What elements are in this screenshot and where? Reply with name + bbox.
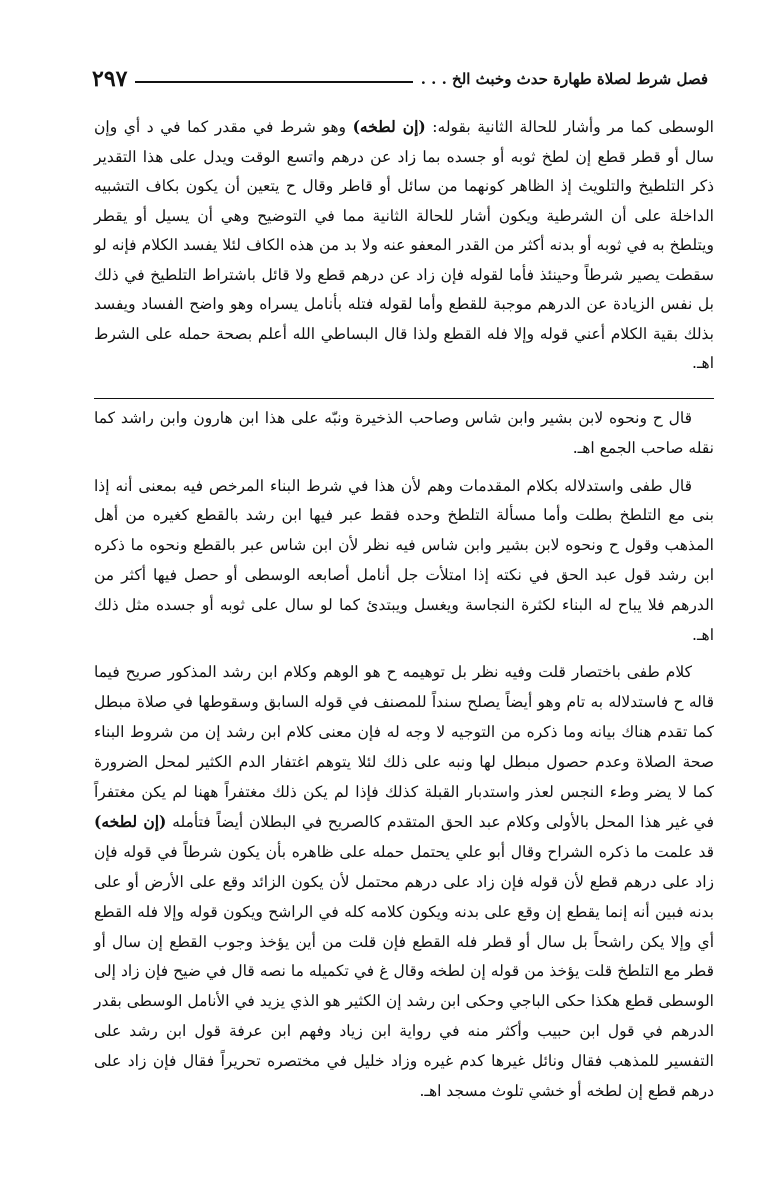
paragraph-text-part: الوسطى كما مر وأشار للحالة الثانية بقوله: bbox=[425, 118, 714, 136]
commentary-paragraph-1: قال ح ونحوه لابن بشير وابن شاس وصاحب الذخيرة ونبّه على هذا ابن هارون وابن راشد كما نقله صاحب الجمع اهـ. bbox=[94, 409, 714, 457]
paragraph-text-part: وهو شرط في مقدر كما في د أي وإن سال أو قطر قطع إن لطخ ثوبه أو جسده بما زاد عن درهم واتسع الوقت ويدل على هذا التقدير ذكر التلطيخ والتلويث إذ الظاهر كونهما من سائل أو قاطر وقال ح يتعين أن يكون بكاف التشبيه الداخلة على أن الشرطية ويكون أشار للحالة الثانية مما في التوضيح وهي أن يسيل أو يقطر ويتلطخ به في ثوبه أو بدنه أكثر من القدر المعفو عنه ولا بد من هذه الكاف لئلا يفسد الكلام فإنه لو سقطت يصير شرطاً وحينئذ فأما لقوله فإن زاد عن درهم قطع ولا قائل باشتراط التلطيخ في ذلك بل نفس الزيادة عن الدرهم موجبة للقطع وأما لقوله فتله بأنامل يسراه وهو واضح الفساد ويفسد بذلك بقية الكلام أعني قوله وإلا فله القطع ولذا قال البساطي الله أعلم بصحة حمله على الشرط اهـ. bbox=[94, 118, 714, 372]
footnote-separator bbox=[94, 398, 714, 399]
header-rule bbox=[135, 81, 412, 83]
page-header bbox=[92, 64, 708, 94]
quoted-matn: (إن لطخه) bbox=[94, 812, 167, 832]
main-paragraph bbox=[94, 112, 714, 379]
main-text bbox=[94, 112, 714, 379]
commentary-section bbox=[94, 404, 714, 1114]
page-number: ٢٩٧ bbox=[92, 66, 128, 92]
commentary-paragraph-2: قال طفى واستدلاله بكلام المقدمات وهم لأن هذا في شرط البناء المرخص فيه بمعنى أنه إذا بنى مع التلطخ بطلت وأما مسألة التلطخ وحده فقط عبر فيها ابن رشد بالقطع كغيره من أهل المذهب وقول ح ونحوه لابن بشير وابن شاس فيه نظر لأن ابن شاس عبر بالقطع ونحوه ما ذكره ابن رشد قول عبد الحق في نكته إذا امتلأت جل أنامل أصابعه الوسطى أو حصل فيها أكثر من الدرهم فلا يباح له البناء لكثرة النجاسة ويغسل ويبتدئ كما لو سال على ثوبه أو جسده مثل ذلك اهـ. bbox=[94, 476, 714, 644]
commentary-text-part: قد علمت ما ذكره الشراح وقال أبو علي يحتمل حمله على ظاهره بأن يكون شرطاً في قوله فإن زاد على درهم قطع لأن قوله فإن زاد على درهم محتمل لأن يكون الزائد وقع على الأرض أو على بدنه فبين أنه إنما يقطع إن وقع على بدنه ويكون كلامه كله في الراشح ويكون قوله وإلا فله القطع أي وإلا يكن راشحاً بل سال أو قطر فله القطع فإن قلت من أين يؤخذ وجوب القطع إن سال أو قطر مع التلطخ قلت يؤخذ من قوله إن لطخه وقال غ في تكميله ما نصه قال في ضيح فإن زاد إلى الوسطى قطع هكذا حكى الباجي وحكى ابن رشد إن الكثير هو الذي يزيد في الأنامل الوسطى بقدر الدرهم في قول ابن حبيب وأكثر منه في رواية ابن زياد وفهم ابن عرفة قول ابن رشد على التفسير للمذهب فقال ونائل غيرها كدم غيره وزاد خليل في مختصره تحريراً فقال فإن زاد على درهم قطع إن لطخه أو خشي تلوث مسجد اهـ. bbox=[94, 843, 714, 1100]
commentary-paragraph-3 bbox=[94, 658, 714, 1106]
chapter-title: فصل شرط لصلاة طهارة حدث وخبث الخ . . . bbox=[420, 70, 708, 88]
quoted-matn: (إن لطخه) bbox=[352, 117, 426, 136]
commentary-text-part: كلام طفى باختصار قلت وفيه نظر بل توهيمه ح هو الوهم وكلام ابن رشد المذكور صريح فيما قاله ح فاستدلاله به تام وهو أيضاً يصلح سنداً للمصنف في قوله السابق وسقوطها في صلاة مبطل كما تقدم هناك بيانه وما ذكره من التوجيه لا وجه له فإن معنى كلام ابن رشد إن من شروط البناء صحة الصلاة وعدم حصول مبطل لها ونبه على ذلك لئلا يتوهم اغتفار الدم الكثير لمحل الضرورة كما لا يضر وطء النجس لعذر واستدبار القبلة كذلك فإذا لم يكن ذلك مغتفراً ههنا لم يكن مغتفراً في غير هذا المحل بالأولى وكلام عبد الحق المتقدم كالصريح في البطلان أيضاً فتأمله bbox=[94, 663, 714, 832]
